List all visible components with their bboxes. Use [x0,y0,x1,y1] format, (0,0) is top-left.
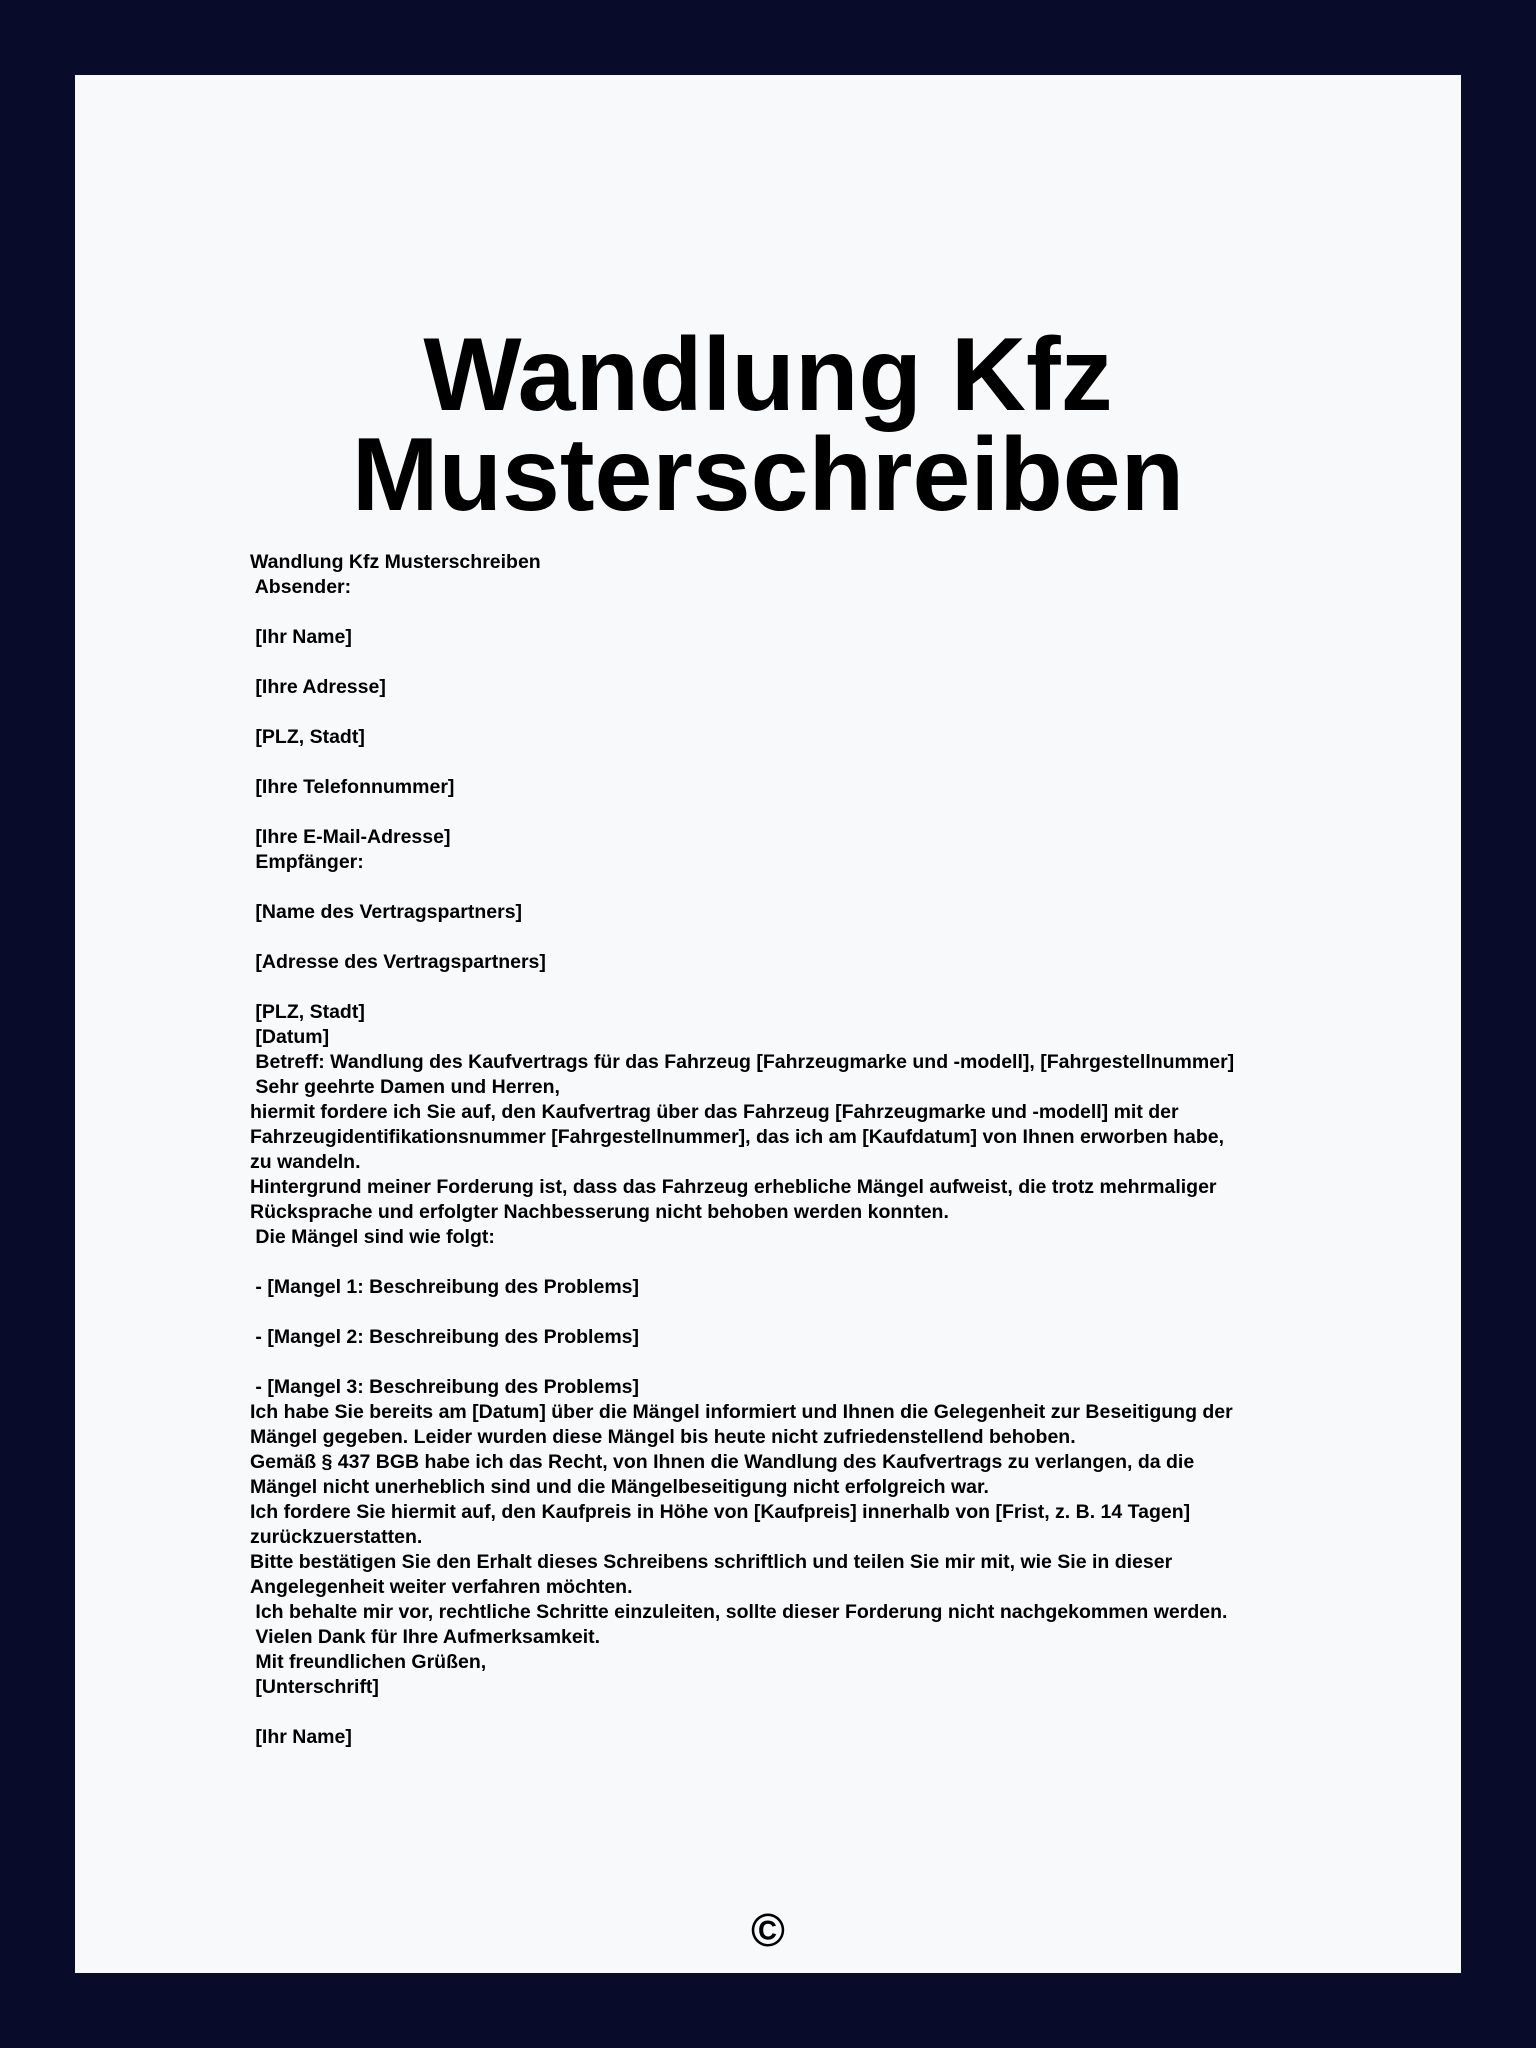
blank-line [250,650,1330,675]
blank-line [250,700,1330,725]
letter-line: [Ihre Telefonnummer] [250,776,455,798]
letter-line: Absender: [250,576,352,598]
blank-line [250,1250,1330,1275]
blank-line [250,925,1330,950]
blank-line [250,1700,1330,1725]
letter-line: [Datum] [250,1026,330,1048]
letter-line: Mängel gegeben. Leider wurden diese Mängel bis heute nicht zufriedenstellend behoben. [250,1426,1076,1448]
letter-line: [Ihr Name] [250,626,352,648]
letter-line: Gemäß § 437 BGB habe ich das Recht, von Ihnen die Wandlung des Kaufvertrags zu verlangen, da die [250,1451,1195,1473]
blank-line [250,975,1330,1000]
letter-line: hiermit fordere ich Sie auf, den Kaufvertrag über das Fahrzeug [Fahrzeugmarke und -modell] mit der [250,1101,1179,1123]
letter-line: [Unterschrift] [250,1676,379,1698]
letter-line: [Ihr Name] [250,1726,352,1748]
blank-line [250,600,1330,625]
letter-line: [PLZ, Stadt] [250,726,365,748]
blank-line [250,800,1330,825]
letter-line: Rücksprache und erfolgter Nachbesserung nicht behoben werden konnten. [250,1201,949,1223]
letter-line: Mängel nicht unerheblich sind und die Mängelbeseitigung nicht erfolgreich war. [250,1476,989,1498]
letter-line: Fahrzeugidentifikationsnummer [Fahrgestellnummer], das ich am [Kaufdatum] von Ihnen erworben habe, [250,1126,1225,1148]
letter-line: Ich behalte mir vor, rechtliche Schritte einzuleiten, sollte dieser Forderung nicht nachgekommen werden. [250,1601,1228,1623]
letter-line: zu wandeln. [250,1151,361,1173]
blank-line [250,750,1330,775]
letter-line: Angelegenheit weiter verfahren möchten. [250,1576,633,1598]
letter-line: [Adresse des Vertragspartners] [250,951,546,973]
letter-line: [Name des Vertragspartners] [250,901,523,923]
letter-line: Betreff: Wandlung des Kaufvertrags für das Fahrzeug [Fahrzeugmarke und -modell], [Fahrgestellnummer] [250,1051,1235,1073]
letter-line: zurückzuerstatten. [250,1526,423,1548]
document-title-line-2: Musterschreiben [351,417,1185,533]
document-title [75,317,1461,533]
letter-line: [PLZ, Stadt] [250,1001,365,1023]
letter-line: - [Mangel 3: Beschreibung des Problems] [250,1376,639,1398]
blank-line [250,1300,1330,1325]
letter-line: [Ihre Adresse] [250,676,386,698]
letter-line: - [Mangel 2: Beschreibung des Problems] [250,1326,639,1348]
letter-line: Bitte bestätigen Sie den Erhalt dieses Schreibens schriftlich und teilen Sie mir mit, wie Sie in dieser [250,1551,1173,1573]
letter-line: Sehr geehrte Damen und Herren, [250,1076,560,1098]
letter-line: Hintergrund meiner Forderung ist, dass das Fahrzeug erhebliche Mängel aufweist, die trotz mehrmaliger [250,1176,1217,1198]
letter-body [250,550,1330,1750]
letter-line: Vielen Dank für Ihre Aufmerksamkeit. [250,1626,601,1648]
blank-line [250,1350,1330,1375]
letter-line: [Ihre E-Mail-Adresse] [250,826,451,848]
letter-line: - [Mangel 1: Beschreibung des Problems] [250,1276,639,1298]
letter-line: Mit freundlichen Grüßen, [250,1651,487,1673]
letter-line: Die Mängel sind wie folgt: [250,1226,495,1248]
copyright-symbol: © [751,1904,785,1956]
blank-line [250,875,1330,900]
document-page [75,75,1461,1973]
letter-line: Wandlung Kfz Musterschreiben [250,551,541,573]
letter-line: Ich fordere Sie hiermit auf, den Kaufpreis in Höhe von [Kaufpreis] innerhalb von [Frist, z. B. 14 Tagen] [250,1501,1191,1523]
letter-line: Ich habe Sie bereits am [Datum] über die Mängel informiert und Ihnen die Gelegenheit zur Beseitigung der [250,1401,1233,1423]
document-title-line-1: Wandlung Kfz [423,317,1113,433]
letter-line: Empfänger: [250,851,364,873]
